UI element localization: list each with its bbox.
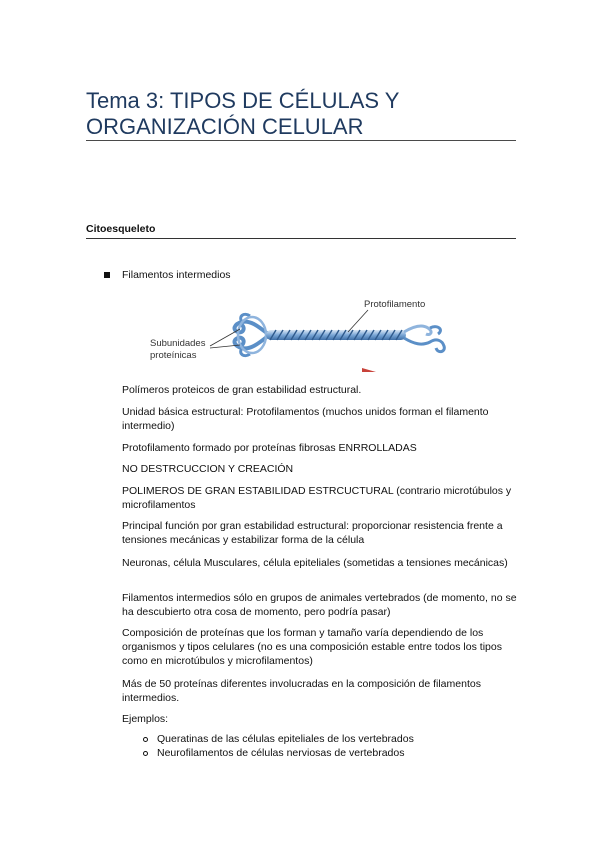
section-heading: Citoesqueleto (86, 223, 156, 235)
page-title-line-1: Tema 3: TIPOS DE CÉLULAS Y (86, 88, 400, 113)
paragraph-4: NO DESTRCUCCION Y CREACIÓN (122, 463, 294, 475)
paragraph-8: Filamentos intermedios sólo en grupos de animales vertebrados (de momento, no se ha descubierto otra cosa de momento, pero podría pasar) (122, 592, 517, 618)
paragraph-7: Neuronas, célula Musculares, célula epiteliales (sometidas a tensiones mecánicas) (122, 557, 508, 569)
example-text: Neurofilamentos de células nerviosas de vertebrados (157, 747, 405, 759)
label-protofilamento: Protofilamento (364, 299, 426, 310)
circle-bullet-icon (143, 751, 148, 756)
example-item (143, 747, 404, 759)
paragraph-2: Unidad básica estructural: Protofilamentos (muchos unidos forman el filamento intermedio) (122, 406, 489, 432)
example-item (143, 733, 414, 745)
paragraph-5: POLIMEROS DE GRAN ESTABILIDAD ESTRCUCTURAL (contrario microtúbulos y microfilamentos (122, 485, 512, 511)
page-title (86, 88, 516, 140)
intermediate-filament-diagram (146, 296, 466, 372)
section-divider (86, 238, 516, 239)
paragraph-10: Más de 50 proteínas diferentes involucradas en la composición de filamentos intermedios. (122, 678, 481, 704)
label-subunidades-line-1: Subunidades (150, 338, 206, 349)
page-title-line-2: ORGANIZACIÓN CELULAR (86, 114, 364, 139)
title-divider (86, 140, 516, 141)
circle-bullet-icon (143, 737, 148, 742)
red-marker-icon (362, 368, 376, 372)
pointer-line-protofilamento (348, 310, 368, 332)
bullet-item (104, 269, 231, 281)
paragraph-9: Composición de proteínas que los forman y tamaño varía dependiendo de los organismos y tipos celulares (no es una composición estable entre todos los tipos como en microtúbulos y microfilamentos) (122, 627, 502, 667)
example-text: Queratinas de las células epiteliales de los vertebrados (157, 733, 414, 745)
paragraph-6: Principal función por gran estabilidad estructural: proporcionar resistencia frente a tensiones mecánicas y estabilizar forma de la célula (122, 520, 503, 546)
square-bullet-icon (104, 272, 110, 278)
paragraph-11: Ejemplos: (122, 713, 169, 725)
bullet-label: Filamentos intermedios (122, 269, 231, 281)
paragraph-1: Polímeros proteicos de gran estabilidad estructural. (122, 384, 362, 396)
paragraph-3: Protofilamento formado por proteínas fibrosas ENRROLLADAS (122, 442, 417, 454)
label-subunidades-line-2: proteínicas (150, 350, 197, 361)
right-coiled-tail (404, 326, 444, 352)
